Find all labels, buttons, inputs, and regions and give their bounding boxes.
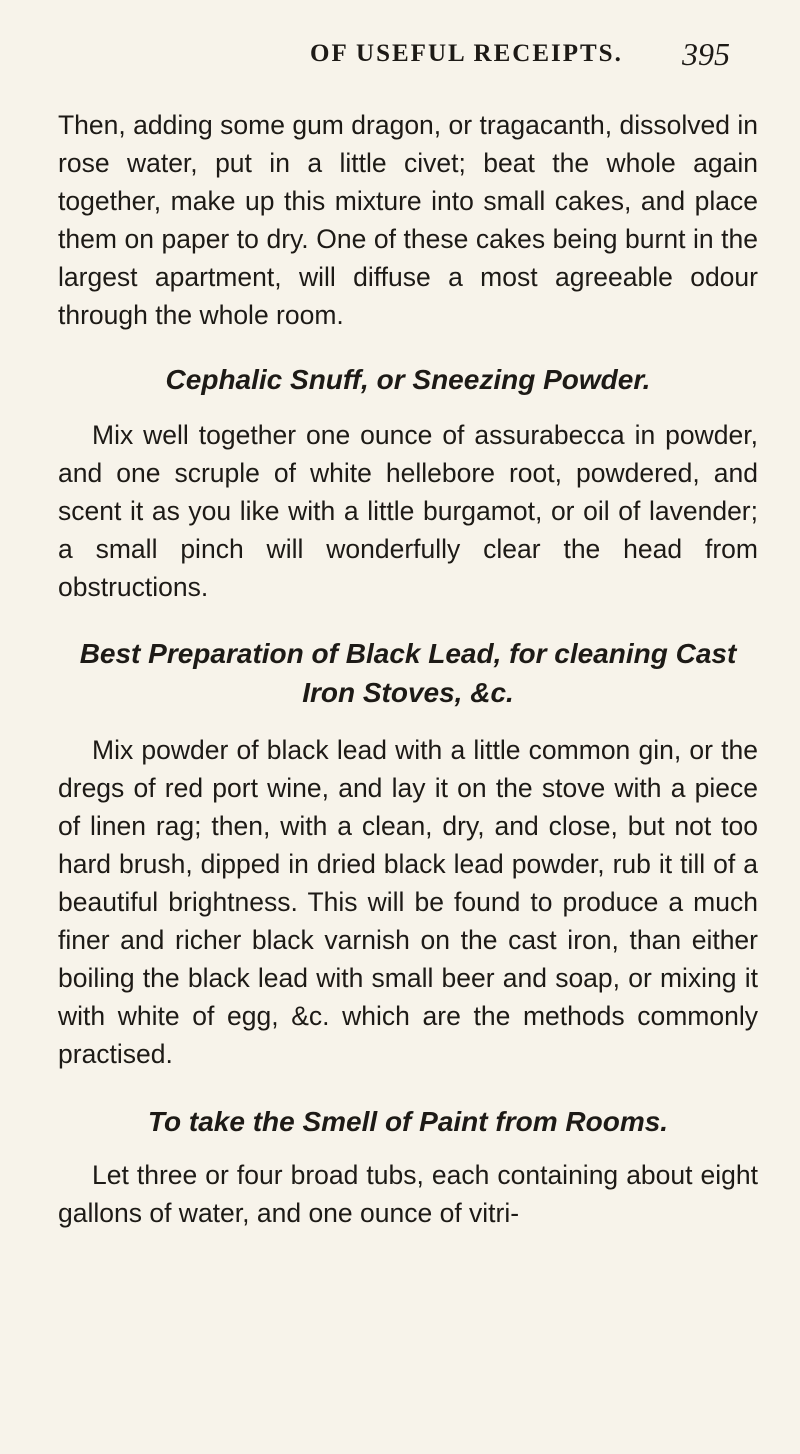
paragraph-perfume-cakes: Then, adding some gum dragon, or tragacanth, dissolved in rose water, put in a little civet; beat the whole again together, make up this mixture into small cakes, and place them on paper to dry. One of these cakes being burnt in the largest apartment, will diffuse a most agreeable odour through the whole room. [58,110,758,330]
running-title: OF USEFUL RECEIPTS. [310,40,623,67]
paragraph-black-lead: Mix powder of black lead with a little common gin, or the dregs of red port wine, and lay it on the stove with a piece of linen rag; then, with a clean, dry, and close, but not too hard brush, dipped in dried black lead powder, rub it till of a beautiful brightness. This will be found to produce a much finer and richer black varnish on the cast iron, than either boiling the black lead with small beer and soap, or mixing it with white of egg, &c. which are the methods commonly practised. [58,735,758,1069]
page-number: 395 [682,36,730,72]
heading-black-lead: Best Preparation of Black Lead, for cleaning Cast Iron Stoves, &c. [79,638,737,708]
page-content [58,106,758,1232]
running-head [210,36,730,80]
paragraph-smell-of-paint: Let three or four broad tubs, each containing about eight gallons of water, and one ounce of vitri- [58,1160,758,1228]
paragraph-cephalic-snuff: Mix well together one ounce of assurabecca in powder, and one scruple of white hellebore root, powdered, and scent it as you like with a little burgamot, or oil of lavender; a small pinch will wonderfully clear the head from obstructions. [58,420,758,602]
heading-cephalic-snuff: Cephalic Snuff, or Sneezing Powder. [165,364,651,395]
heading-smell-of-paint: To take the Smell of Paint from Rooms. [147,1106,669,1137]
